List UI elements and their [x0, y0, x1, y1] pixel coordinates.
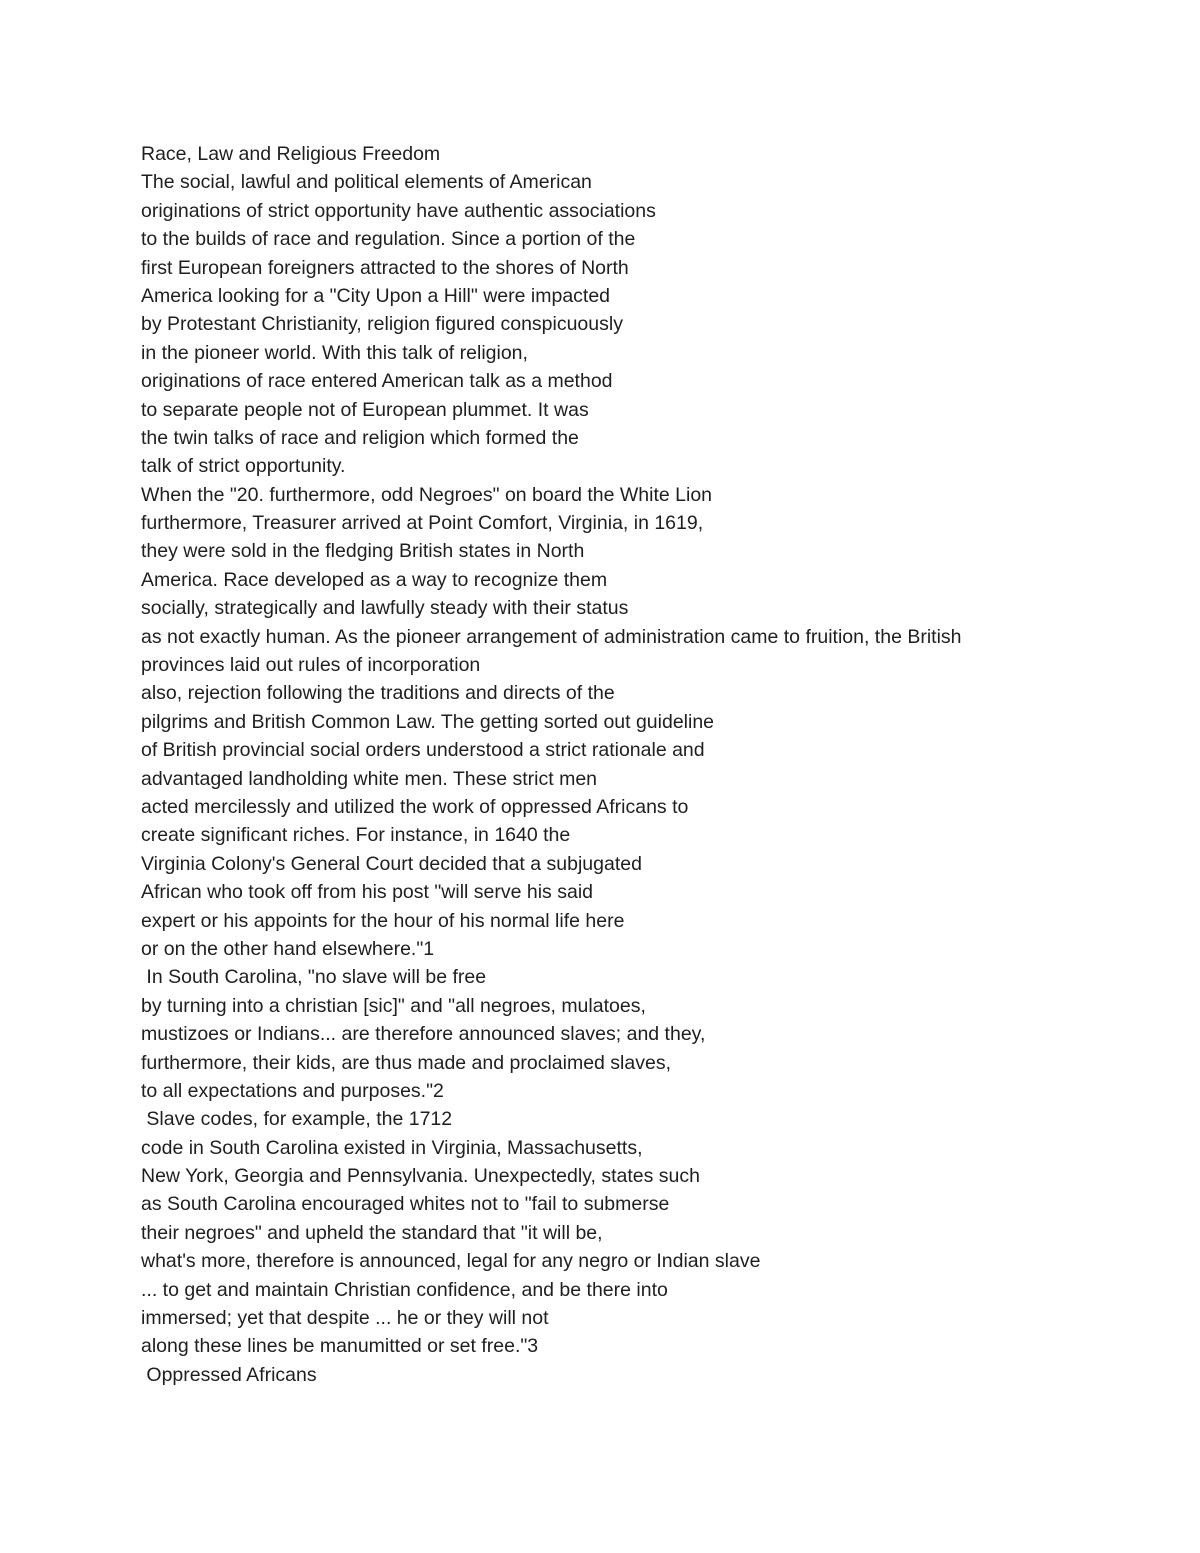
text-line: create significant riches. For instance, in 1640 the — [141, 824, 571, 847]
text-line: pilgrims and British Common Law. The getting sorted out guideline — [141, 710, 715, 733]
text-line: code in South Carolina existed in Virginia, Massachusetts, — [141, 1136, 643, 1159]
document-title: Race, Law and Religious Freedom — [141, 143, 441, 165]
text-line: they were sold in the fledging British states in North — [141, 540, 585, 563]
text-line: also, rejection following the traditions and directs of the — [141, 682, 615, 705]
text-line: by turning into a christian [sic]" and "all negroes, mulatoes, — [141, 994, 646, 1017]
text-line: their negroes" and upheld the standard that "it will be, — [141, 1221, 603, 1244]
text-line: to all expectations and purposes."2 — [141, 1079, 444, 1102]
text-line: Slave codes, for example, the 1712 — [141, 1108, 453, 1131]
text-line: socially, strategically and lawfully steady with their status — [141, 597, 629, 620]
text-line: African who took off from his post "will serve his said — [141, 881, 593, 904]
text-line: Virginia Colony's General Court decided that a subjugated — [141, 852, 642, 875]
text-line: originations of race entered American talk as a method — [141, 370, 613, 393]
text-line: along these lines be manumitted or set free."3 — [141, 1335, 539, 1358]
text-line: talk of strict opportunity. — [141, 455, 346, 478]
text-line: The social, lawful and political elements of American — [141, 171, 592, 194]
text-line: in the pioneer world. With this talk of religion, — [141, 341, 528, 364]
text-line: first European foreigners attracted to the shores of North — [141, 256, 629, 279]
text-line: as South Carolina encouraged whites not to "fail to submerse — [141, 1193, 670, 1216]
text-line: provinces laid out rules of incorporation — [141, 654, 481, 677]
text-line: In South Carolina, "no slave will be free — [141, 966, 487, 989]
text-line: Oppressed Africans — [141, 1363, 317, 1386]
text-line: America. Race developed as a way to recognize them — [141, 568, 608, 591]
text-line: ... to get and maintain Christian confidence, and be there into — [141, 1278, 668, 1301]
text-line: furthermore, their kids, are thus made and proclaimed slaves, — [141, 1051, 671, 1074]
text-line: to separate people not of European plummet. It was — [141, 398, 589, 421]
text-line: immersed; yet that despite ... he or they will not — [141, 1307, 549, 1330]
text-line: acted mercilessly and utilized the work of oppressed Africans to — [141, 795, 689, 818]
text-line: expert or his appoints for the hour of his normal life here — [141, 909, 625, 932]
text-line: advantaged landholding white men. These strict men — [141, 767, 598, 790]
text-line: of British provincial social orders understood a strict rationale and — [141, 739, 705, 762]
text-line: by Protestant Christianity, religion figured conspicuously — [141, 313, 623, 336]
text-line: mustizoes or Indians... are therefore announced slaves; and they, — [141, 1023, 706, 1046]
text-line: the twin talks of race and religion which formed the — [141, 426, 579, 449]
text-line: what's more, therefore is announced, legal for any negro or Indian slave — [141, 1250, 761, 1273]
text-line: When the "20. furthermore, odd Negroes" on board the White Lion — [141, 483, 713, 506]
text-line: originations of strict opportunity have authentic associations — [141, 199, 656, 222]
document-body — [141, 140, 1141, 1389]
text-line: as not exactly human. As the pioneer arrangement of administration came to fruition, the British — [141, 625, 962, 648]
text-line: New York, Georgia and Pennsylvania. Unexpectedly, states such — [141, 1165, 700, 1188]
text-line: furthermore, Treasurer arrived at Point Comfort, Virginia, in 1619, — [141, 512, 704, 535]
text-line: to the builds of race and regulation. Since a portion of the — [141, 228, 636, 251]
text-line: America looking for a "City Upon a Hill" were impacted — [141, 284, 611, 307]
text-line: or on the other hand elsewhere."1 — [141, 937, 435, 960]
